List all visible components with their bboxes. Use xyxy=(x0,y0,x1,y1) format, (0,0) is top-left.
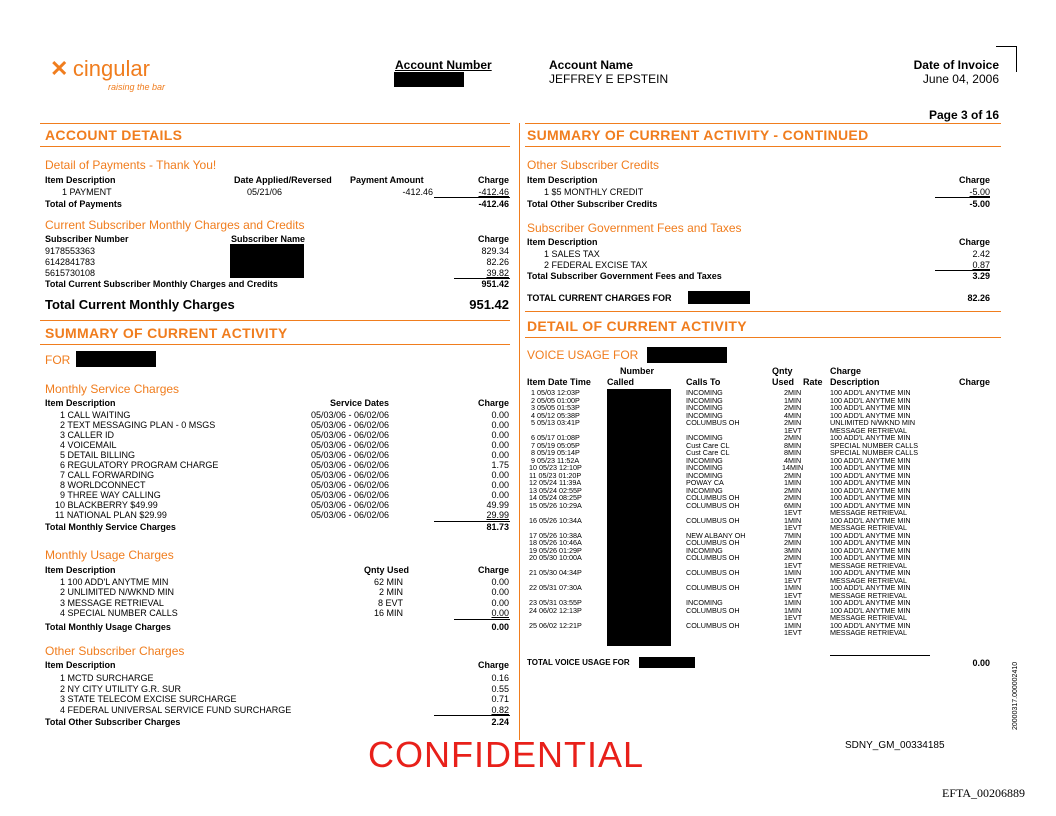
service-desc: 7 CALL FORWARDING xyxy=(60,470,155,480)
service-desc: 6 REGULATORY PROGRAM CHARGE xyxy=(60,460,219,470)
service-desc: 9 THREE WAY CALLING xyxy=(60,490,161,500)
payment-charge: -412.46 xyxy=(478,187,509,197)
gov-charge: 0.87 xyxy=(972,260,990,270)
usage-desc: 4 SPECIAL NUMBER CALLS xyxy=(60,608,178,618)
voice-total: 0.00 xyxy=(972,658,990,668)
side-code: 20000317.000002410 xyxy=(1012,661,1019,730)
redaction-current-total xyxy=(688,291,750,304)
invoice-date: June 04, 2006 xyxy=(922,72,999,86)
col-header: Charge xyxy=(958,377,990,387)
bates-sdny: SDNY_GM_00334185 xyxy=(845,740,945,751)
corner-mark-top xyxy=(996,46,1016,47)
service-charge: 49.99 xyxy=(486,500,509,510)
service-dates: 05/03/06 - 06/02/06 xyxy=(311,440,390,450)
service-dates: 05/03/06 - 06/02/06 xyxy=(311,510,390,520)
corner-mark xyxy=(1016,46,1017,72)
usage-total-label: Total Monthly Usage Charges xyxy=(45,622,171,632)
service-charge: 0.00 xyxy=(491,480,509,490)
summary-continued-title: SUMMARY OF CURRENT ACTIVITY - CONTINUED xyxy=(527,127,869,143)
col-header: Item Description xyxy=(45,398,116,408)
subscriber-total: 951.42 xyxy=(481,279,509,289)
confidential-stamp: CONFIDENTIAL xyxy=(368,734,645,775)
payment-amount: -412.46 xyxy=(402,187,433,197)
redaction-voice-subscriber xyxy=(647,347,727,363)
bates-efta: EFTA_00206889 xyxy=(942,786,1026,800)
col-header: Subscriber Number xyxy=(45,234,129,244)
usage-qty: 62 MIN xyxy=(373,577,403,587)
col-header: Rate xyxy=(803,377,823,387)
gov-desc: 1 SALES TAX xyxy=(544,249,600,259)
monthly-total: 951.42 xyxy=(469,297,509,312)
col-header: Payment Amount xyxy=(350,175,424,185)
col-header: Service Dates xyxy=(330,398,390,408)
other-total: 2.24 xyxy=(491,717,509,727)
col-header: Item Date Time xyxy=(527,377,591,387)
payments-total-label: Total of Payments xyxy=(45,199,122,209)
voice-col-used: 2MIN 1MIN 2MIN 4MIN 2MIN 1EVT 2MIN 8MIN 8MIN 4MIN 14MIN 2MIN 1MIN 2MIN 2MIN 6MIN 1EVT 1MIN 1EVT 7MIN 2MIN 3MIN 2MIN 1EVT 1MIN 1EVT 1MIN 1EVT 1MIN 1MIN 1EVT 1MIN 1EVT xyxy=(782,388,804,637)
service-dates: 05/03/06 - 06/02/06 xyxy=(311,500,390,510)
account-number-label: Account Number xyxy=(395,58,492,72)
cingular-logo xyxy=(50,56,150,82)
account-name: JEFFREY E EPSTEIN xyxy=(549,72,669,86)
col-header: Item Description xyxy=(527,175,598,185)
col-header: Charge xyxy=(477,234,509,244)
col-header: Item Description xyxy=(45,175,116,185)
current-total-label: TOTAL CURRENT CHARGES FOR xyxy=(527,293,672,303)
service-charge: 0.00 xyxy=(491,420,509,430)
monthly-total-label: Total Current Monthly Charges xyxy=(45,297,235,312)
redaction-numbers-called xyxy=(607,389,671,646)
divider xyxy=(40,146,510,147)
account-details-title: ACCOUNT DETAILS xyxy=(45,127,183,143)
subscriber-total-label: Total Current Subscriber Monthly Charges and Credits xyxy=(45,279,278,289)
col-header: Date Applied/Reversed xyxy=(234,175,332,185)
service-dates: 05/03/06 - 06/02/06 xyxy=(311,450,390,460)
usage-charge: 0.00 xyxy=(491,608,509,618)
service-desc: 11 NATIONAL PLAN $29.99 xyxy=(55,510,167,520)
usage-qty: 2 MIN xyxy=(378,587,403,597)
service-dates: 05/03/06 - 06/02/06 xyxy=(311,480,390,490)
col-header: Item Description xyxy=(527,237,598,247)
divider xyxy=(525,146,1001,147)
subscriber-number: 6142841783 xyxy=(45,257,96,267)
detail-title: DETAIL OF CURRENT ACTIVITY xyxy=(527,318,747,334)
rule xyxy=(454,619,510,620)
col-header: Charge xyxy=(477,565,509,575)
divider xyxy=(40,320,510,321)
service-charge: 0.00 xyxy=(491,470,509,480)
credit-charge: -5.00 xyxy=(969,187,990,197)
column-divider xyxy=(519,123,520,740)
col-header: Charge xyxy=(958,175,990,185)
service-dates: 05/03/06 - 06/02/06 xyxy=(311,490,390,500)
payments-title: Detail of Payments - Thank You! xyxy=(45,158,217,172)
service-charge: 0.00 xyxy=(491,450,509,460)
service-charge: 0.00 xyxy=(491,410,509,420)
col-header: Called xyxy=(607,377,635,387)
service-charge: 0.00 xyxy=(491,440,509,450)
divider xyxy=(40,344,510,345)
invoice-date-label: Date of Invoice xyxy=(913,58,999,72)
credits-total: -5.00 xyxy=(969,199,990,209)
col-header: Charge xyxy=(477,398,509,408)
service-dates: 05/03/06 - 06/02/06 xyxy=(311,430,390,440)
service-dates: 05/03/06 - 06/02/06 xyxy=(311,470,390,480)
redaction-for-subscriber xyxy=(76,351,156,367)
service-desc: 1 CALL WAITING xyxy=(60,410,131,420)
col-header: Subscriber Name xyxy=(231,234,306,244)
service-dates: 05/03/06 - 06/02/06 xyxy=(311,460,390,470)
rule xyxy=(830,655,930,656)
col-header: Charge xyxy=(477,660,509,670)
other-charge: 0.55 xyxy=(491,684,509,694)
cingular-x-icon: ✕ xyxy=(50,56,69,81)
gov-charge: 2.42 xyxy=(972,249,990,259)
service-charge: 29.99 xyxy=(486,510,509,520)
page-indicator: Page 3 of 16 xyxy=(928,108,999,122)
service-charge: 1.75 xyxy=(491,460,509,470)
usage-title: Monthly Usage Charges xyxy=(45,548,174,562)
col-header: Used xyxy=(772,377,795,387)
usage-charge: 0.00 xyxy=(491,587,509,597)
summary-for-label: FOR xyxy=(45,353,71,367)
divider xyxy=(525,337,1001,338)
service-dates: 05/03/06 - 06/02/06 xyxy=(311,410,390,420)
service-charge: 0.00 xyxy=(491,430,509,440)
col-header: Calls To xyxy=(686,377,721,387)
service-title: Monthly Service Charges xyxy=(45,382,180,396)
voice-col-calls-to: INCOMING INCOMING INCOMING INCOMING COLUMBUS OH INCOMING Cust Care CL Cust Care CL INCOMING INCOMING INCOMING POWAY CA INCOMING COLUMBUS OH COLUMBUS OH COLUMBUS OH NEW ALBANY OH COLUMBUS OH INCOMING COLUMBUS OH COLUMBUS OH COLUMBUS OH INCOMING COLUMBUS OH COLUMBUS OH xyxy=(686,388,746,630)
other-charge: 0.71 xyxy=(491,694,509,704)
other-desc: 1 MCTD SURCHARGE xyxy=(60,673,154,683)
divider xyxy=(525,123,1001,124)
other-desc: 4 FEDERAL UNIVERSAL SERVICE FUND SURCHARGE xyxy=(60,705,292,715)
payment-date: 05/21/06 xyxy=(247,187,283,197)
service-total: 81.73 xyxy=(486,522,509,532)
subscriber-charges-title: Current Subscriber Monthly Charges and Credits xyxy=(45,218,305,232)
other-total-label: Total Other Subscriber Charges xyxy=(45,717,181,727)
usage-qty: 16 MIN xyxy=(373,608,403,618)
logo-wordmark: cingular xyxy=(72,56,150,81)
rule xyxy=(434,715,510,716)
divider xyxy=(525,311,1001,312)
credit-desc: 1 $5 MONTHLY CREDIT xyxy=(544,187,644,197)
service-desc: 5 DETAIL BILLING xyxy=(60,450,136,460)
usage-desc: 2 UNLIMITED N/WKND MIN xyxy=(60,587,175,597)
gov-desc: 2 FEDERAL EXCISE TAX xyxy=(544,260,648,270)
redaction-account-number xyxy=(394,72,464,87)
col-header: Charge xyxy=(830,366,862,376)
voice-col-description: 100 ADD'L ANYTME MIN 100 ADD'L ANYTME MIN 100 ADD'L ANYTME MIN 100 ADD'L ANYTME MIN UNLIMITED N/WKND MIN MESSAGE RETRIEVAL 100 ADD'L ANYTME MIN SPECIAL NUMBER CALLS SPECIAL NUMBER CALLS 100 ADD'L ANYTME MIN 100 ADD'L ANYTME MIN 100 ADD'L ANYTME MIN 100 ADD'L ANYTME MIN 100 ADD'L ANYTME MIN 100 ADD'L ANYTME MIN 100 ADD'L ANYTME MIN MESSAGE RETRIEVAL 100 ADD'L ANYTME MIN MESSAGE RETRIEVAL 100 ADD'L ANYTME MIN 100 ADD'L ANYTME MIN 100 ADD'L ANYTME MIN 100 ADD'L ANYTME MIN MESSAGE RETRIEVAL 100 ADD'L ANYTME MIN MESSAGE RETRIEVAL 100 ADD'L ANYTME MIN MESSAGE RETRIEVAL 100 ADD'L ANYTME MIN 100 ADD'L ANYTME MIN MESSAGE RETRIEVAL 100 ADD'L ANYTME MIN MESSAGE RETRIEVAL xyxy=(830,388,919,637)
usage-charge: 0.00 xyxy=(491,577,509,587)
voice-usage-title: VOICE USAGE FOR xyxy=(527,348,639,362)
credits-total-label: Total Other Subscriber Credits xyxy=(527,199,658,209)
col-header: Qnty Used xyxy=(363,565,409,575)
rule xyxy=(935,197,990,198)
service-total-label: Total Monthly Service Charges xyxy=(45,522,176,532)
col-header: Charge xyxy=(477,175,509,185)
subscriber-charge: 39.82 xyxy=(486,268,509,278)
other-charge: 0.82 xyxy=(491,705,509,715)
col-header: Description xyxy=(830,377,880,387)
divider xyxy=(40,123,510,124)
redaction-voice-total xyxy=(639,657,695,668)
gov-fees-title: Subscriber Government Fees and Taxes xyxy=(527,221,742,235)
subscriber-charge: 829.34 xyxy=(481,246,509,256)
usage-desc: 3 MESSAGE RETRIEVAL xyxy=(60,598,164,608)
rule xyxy=(434,197,510,198)
other-charges-title: Other Subscriber Charges xyxy=(45,644,185,658)
gov-total-label: Total Subscriber Government Fees and Taxes xyxy=(527,271,722,281)
other-charge: 0.16 xyxy=(491,673,509,683)
other-desc: 2 NY CITY UTILITY G.R. SUR xyxy=(60,684,182,694)
payment-desc: 1 PAYMENT xyxy=(62,187,112,197)
service-desc: 4 VOICEMAIL xyxy=(60,440,117,450)
service-charge: 0.00 xyxy=(491,490,509,500)
usage-charge: 0.00 xyxy=(491,598,509,608)
subscriber-charge: 82.26 xyxy=(486,257,509,267)
col-header: Qnty xyxy=(772,366,793,376)
credits-title: Other Subscriber Credits xyxy=(527,158,660,172)
usage-qty: 8 EVT xyxy=(377,598,403,608)
service-desc: 10 BLACKBERRY $49.99 xyxy=(55,500,158,510)
voice-col-item-date-time: 1 05/03 12:03P 2 05/05 01:00P 3 05/05 01:53P 4 05/12 05:38P 5 05/13 03:41P 6 05/17 01:08P 7 05/19 05:05P 8 05/19 05:14P 9 05/23 11:52A 10 05/23 12:10P 11 05/23 01:20P 12 05/24 11:39A 13 05/24 02:55P 14 05/24 08:25P 15 05/26 10:29A 16 05/26 10:34A 17 05/26 10:38A 18 05/26 10:46A 19 05/26 01:29P 20 05/30 10:00A 21 05/30 04:34P 22 05/31 07:30A 23 05/31 03:55P 24 06/02 12:13P 25 06/02 12:21P xyxy=(529,388,582,630)
col-header: Charge xyxy=(958,237,990,247)
usage-total: 0.00 xyxy=(491,622,509,632)
col-header: Number xyxy=(620,366,655,376)
redaction-subscriber-names xyxy=(230,244,304,278)
service-desc: 8 WORLDCONNECT xyxy=(60,480,146,490)
summary-title: SUMMARY OF CURRENT ACTIVITY xyxy=(45,325,288,341)
col-header: Item Description xyxy=(45,660,116,670)
gov-total: 3.29 xyxy=(972,271,990,281)
subscriber-number: 9178553363 xyxy=(45,246,96,256)
voice-total-label: TOTAL VOICE USAGE FOR xyxy=(527,658,630,667)
col-header: Item Description xyxy=(45,565,116,575)
subscriber-number: 5615730108 xyxy=(45,268,96,278)
service-desc: 3 CALLER ID xyxy=(60,430,115,440)
account-name-label: Account Name xyxy=(549,58,634,72)
other-desc: 3 STATE TELECOM EXCISE SURCHARGE xyxy=(60,694,237,704)
current-total: 82.26 xyxy=(967,293,990,303)
service-dates: 05/03/06 - 06/02/06 xyxy=(311,420,390,430)
payments-total: -412.46 xyxy=(478,199,509,209)
service-desc: 2 TEXT MESSAGING PLAN - 0 MSGS xyxy=(60,420,216,430)
usage-desc: 1 100 ADD'L ANYTME MIN xyxy=(60,577,169,587)
logo-tagline: raising the bar xyxy=(108,82,166,92)
